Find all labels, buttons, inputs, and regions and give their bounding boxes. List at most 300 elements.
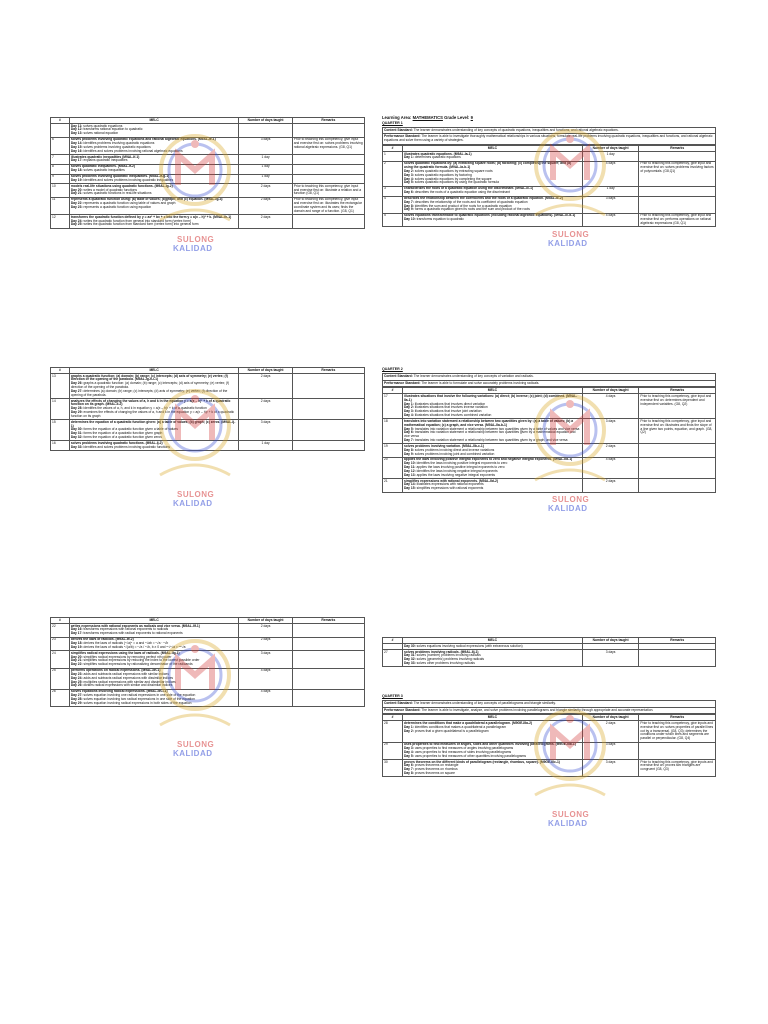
day-label: Day 28: <box>70 406 83 411</box>
day-label: Day 18: <box>70 640 83 645</box>
day-text: solves equations involving radical expressions (with extraneous solution) <box>415 643 523 648</box>
grade-value: 9 <box>470 115 473 120</box>
column-header: MELC <box>402 388 582 394</box>
melc-competency: derives the laws of radicals. (M9AL-IIf-2) <box>70 637 134 642</box>
panel-q2-radicals <box>50 617 365 707</box>
melc-competency: solves quadratic inequalities. (M9AL-If-2) <box>70 164 135 169</box>
day-label: Day 7: <box>403 437 414 442</box>
day-entry <box>71 192 238 196</box>
melc-cell <box>69 623 239 637</box>
content-standard: Content Standard: The learner demonstrates understanding of key concepts of parallelograms and triangle similarity. <box>382 700 716 708</box>
days-taught: 3 days <box>582 742 639 759</box>
melc-cell <box>402 479 582 493</box>
column-header: MELC <box>402 638 582 644</box>
table-row <box>51 137 365 154</box>
row-number: 1 <box>383 151 403 161</box>
day-label: Day 30: <box>70 427 83 432</box>
melc-cell <box>402 161 582 186</box>
remarks-cell: Prior to teaching this competency, give input and exercise first on: illustrates the rectangular coordinate system and its uses; finds the domain and range of a function. (G8, Q1) <box>292 197 364 214</box>
day-text: proves theorems on rectangle <box>413 763 459 768</box>
days-taught: 2 days <box>582 444 639 458</box>
melc-cell <box>402 457 582 478</box>
melc-competency: represents a quadratic function using: (a) table of values; (b)graph; and (c) equation. (M9AL-Ig-3) <box>70 197 223 202</box>
melc-cell <box>69 420 239 441</box>
melc-competency: illustrates situations that involve the following variations: (a) direct; (b) inverse; (c) joint; (d) combined. (M9AL-IIa-1) <box>403 393 578 402</box>
days-taught: 1 day <box>239 174 292 184</box>
watermark-word-kalidad: KALIDAD <box>548 239 588 248</box>
day-entry <box>404 156 581 160</box>
column-header: MELC <box>402 145 582 151</box>
day-entry <box>404 453 581 457</box>
remarks-cell: Prior to teaching this competency, give input and exercise first on: illustrates and finds the slope of a line given two points, equation, and graph. (G8, Q2) <box>639 419 716 444</box>
day-text: solves quadratic equations by using the quadratic formula <box>413 180 499 185</box>
day-label: Day 23: <box>70 205 83 210</box>
day-text: determines quadratic equations <box>413 155 461 160</box>
row-number: 6 <box>51 137 70 154</box>
remarks-cell <box>292 164 364 174</box>
table-row <box>383 419 716 444</box>
melc-table <box>382 637 716 667</box>
day-label: Day 3: <box>403 409 414 414</box>
row-number <box>51 123 70 137</box>
day-entry <box>404 772 581 776</box>
day-entry <box>71 646 238 650</box>
day-text: illustrates expressions with rational exponents <box>415 482 484 487</box>
column-header: Number of days taught <box>582 715 639 721</box>
remarks-cell <box>292 154 364 164</box>
melc-competency: solves quadratic equations by: (a) extracting square roots; (b) factoring; (c) completing the square; and (d) using the quadratic formula. (M9AL-Ia-b-1) <box>403 161 572 170</box>
melc-cell <box>69 651 239 668</box>
row-number: 5 <box>383 213 403 227</box>
day-text: writes the quadratic function from general into standard form (vertex form) <box>82 218 192 223</box>
watermark-word-kalidad: KALIDAD <box>548 819 588 828</box>
day-entry <box>404 755 581 759</box>
melc-cell <box>69 215 239 229</box>
panel-q1-continued <box>50 117 365 229</box>
watermark-word-kalidad: KALIDAD <box>173 499 213 508</box>
day-label: Day 20: <box>70 187 83 192</box>
day-text: solves quadratic equations by completing the square <box>413 176 492 181</box>
watermark-word-sulong: SULONG <box>177 740 215 749</box>
column-header: Remarks <box>292 618 364 624</box>
day-text: transforms expressions with radical exponents to rational exponents <box>82 631 183 636</box>
day-text: uses properties to find measures of angles involving parallelograms <box>413 745 514 750</box>
day-label: Day 10: <box>403 461 416 466</box>
day-text: solves rational equation <box>82 131 119 136</box>
quarter-label: QUARTER 3 <box>382 694 403 698</box>
column-header: MELC <box>69 118 239 124</box>
row-number: 14 <box>51 398 70 419</box>
day-text: adds and subtracts radical expressions with dissimilar indices <box>82 675 174 680</box>
day-text: simplifies radical expressions by removing perfect nth power <box>82 654 172 659</box>
content-standard: Content Standard: The learner demonstrates understanding of key concepts of quadratic equations, inequalities and functions, and rational algebraic equations. <box>382 127 716 135</box>
remarks-cell <box>639 196 716 213</box>
column-header: Number of days taught <box>582 388 639 394</box>
learning-area-label: Learning Area: <box>382 115 412 120</box>
day-text: identifies the sum and product of the roots for a quadratic equation <box>413 203 512 208</box>
day-label: Day 30: <box>403 643 416 648</box>
day-label: Day 23: <box>70 671 83 676</box>
day-text: transforms rational equation to quadratic <box>82 127 143 132</box>
row-number: 19 <box>383 444 403 458</box>
day-text: examines the effects of changing the values of a, h and k in the equation y = a(x – h)² + k of a quadratic function on its graph <box>70 409 235 418</box>
day-label: Day 6: <box>403 763 414 768</box>
watermark-word-sulong: SULONG <box>552 495 590 504</box>
days-taught: 1 day <box>239 154 292 164</box>
day-label: Day 22: <box>70 662 83 667</box>
day-label: Day 9: <box>403 451 414 456</box>
day-label: Day 22: <box>70 201 83 206</box>
day-entry <box>404 730 581 734</box>
remarks-cell: Prior to teaching this competency, give inputs and exercise first on: proves two triangles are congruent (G8, Q3) <box>639 759 716 776</box>
day-text: solves other problems involving radicals <box>415 660 475 665</box>
panel-q2 <box>382 366 716 493</box>
day-text: transforms expressions with rational exponents to radicals <box>82 627 169 632</box>
day-text: divides radical expressions with similar and dissimilar indices <box>82 683 173 688</box>
day-label: Day 4: <box>403 176 414 181</box>
day-entry <box>71 206 238 210</box>
day-label: Day 10: <box>403 217 416 222</box>
performance-standard: Performance Standard: The learner is able to formulate and solve accurately problems involving radicals. <box>382 381 716 388</box>
melc-cell <box>69 123 239 137</box>
days-taught: 4 days <box>582 394 639 419</box>
remarks-cell <box>292 668 364 689</box>
remarks-cell <box>639 742 716 759</box>
melc-cell <box>402 444 582 458</box>
row-number: 20 <box>383 457 403 478</box>
remarks-cell <box>639 457 716 478</box>
day-text: solves quadratic inequalities <box>82 168 125 173</box>
table-row <box>51 174 365 184</box>
melc-table <box>50 367 365 451</box>
row-number: 8 <box>51 164 70 174</box>
column-header: MELC <box>402 715 582 721</box>
remarks-cell <box>292 637 364 651</box>
day-text: simplifies radical expressions by reducing the index to the lowest possible order <box>82 658 200 663</box>
table-row <box>51 154 365 164</box>
day-text: translates into variation statement a relationship between two quantities given by a graph, and vice versa <box>413 437 568 442</box>
day-entry <box>404 191 581 195</box>
column-header: Remarks <box>639 145 716 151</box>
watermark-word-sulong: SULONG <box>177 490 215 499</box>
day-label: Day 4: <box>403 749 414 754</box>
day-text: illustrates situations that involves combined variation <box>413 412 492 417</box>
melc-cell <box>69 174 239 184</box>
row-number: 15 <box>51 420 70 441</box>
remarks-cell: Prior to teaching this competency, give input and exercise first on: performs operations on rational algebraic expressions (G8, Q1) <box>639 213 716 227</box>
table-row <box>383 444 716 458</box>
day-entry <box>71 663 238 667</box>
day-entry <box>71 159 238 163</box>
day-label: Day 13: <box>70 131 83 136</box>
remarks-cell: Prior to teaching this competency, give input and exercise first on: determines dependent and independent variables. (G8, Q2) <box>639 394 716 419</box>
day-label: Day 21: <box>70 658 83 663</box>
row-number: 21 <box>383 479 403 493</box>
table-row <box>51 637 365 651</box>
table-row <box>51 123 365 137</box>
table-row <box>383 196 716 213</box>
days-taught: 4 days <box>239 689 292 706</box>
days-taught: 2 days <box>239 637 292 651</box>
watermark-word-kalidad: KALIDAD <box>173 244 213 253</box>
remarks-cell: Prior to teaching this competency, give inputs and exercise first on: solves properties of parallel lines cut by a transversal. (G8, Q3); determines the conditions under which lines and segments are parallel or perpendicular. (G8, Q4) <box>639 721 716 742</box>
column-header: Number of days taught <box>239 118 292 124</box>
day-label: Day 33: <box>70 444 83 449</box>
melc-cell <box>69 184 239 198</box>
day-text: applies the laws involving positive integral exponents to zero <box>415 465 505 470</box>
day-label: Day 3: <box>403 172 414 177</box>
day-text: illustrates situations that involve joint variation <box>413 409 482 414</box>
day-label: Day 26: <box>70 381 83 386</box>
day-text: identifies the laws involving positive integral exponents to zero <box>415 461 508 466</box>
table-row <box>383 161 716 186</box>
melc-cell <box>402 151 582 161</box>
remarks-cell <box>292 420 364 441</box>
column-header: Remarks <box>639 388 716 394</box>
day-entry <box>71 179 238 183</box>
melc-competency: solves problems involving variation. (M9AL-IIb-c-1) <box>403 443 484 448</box>
melc-competency: solves problems involving radicals. (M9AL-IIj-1) <box>403 649 479 654</box>
melc-competency: analyzes the effects of changing the values of a, h and k in the equation y = a(x – h)² + k of a quadratic function on its graph. (M9AL-Ii-2) <box>70 398 231 407</box>
subject-value: MATHEMATICS <box>412 115 443 120</box>
day-text: explains quadratic inequalities <box>82 158 128 163</box>
day-text: identifies the values of a, h, and k in equation y = a(x – h)² + k of a quadratic function <box>82 406 207 411</box>
days-taught: 3 days <box>582 196 639 213</box>
panel-q2-end <box>382 637 716 667</box>
melc-competency: translates into variation statement a relationship between two quantities given by: (a) a table of values; (b) a mathematical equation; (c) a graph, and vice versa. (M9AL-IIa-b-1) <box>403 418 574 427</box>
day-text: solves equation involving radical expressions in both sides of the equation <box>82 700 192 705</box>
table-row <box>51 623 365 637</box>
row-number: 16 <box>51 441 70 451</box>
melc-cell <box>69 398 239 419</box>
day-text: simplifies radical expressions by rationalizing denominator of the radicands <box>82 662 193 667</box>
days-taught: 3 days <box>239 651 292 668</box>
day-label: Day 8: <box>403 447 414 452</box>
remarks-cell <box>292 651 364 668</box>
day-text: solves quadratic equations by extracting square roots <box>413 168 493 173</box>
remarks-cell <box>292 174 364 184</box>
day-text: solves quadratic equations by factoring <box>413 172 472 177</box>
melc-table <box>382 145 716 227</box>
performance-standard: Performance Standard: The learner is able to investigate, analyze, and solve problems involving parallelograms and triangle similarity through appropriate and accurate representation. <box>382 708 716 715</box>
table-row <box>383 457 716 478</box>
melc-competency: solves problems involving quadratic inequalities. (M9AL-If-g-1) <box>70 174 170 179</box>
melc-competency: illustrates quadratic equations. (M9AL-Ia-1) <box>403 151 472 156</box>
melc-competency: characterizes the roots of a quadratic equation using the discriminant. (M9AL-Ic-1) <box>403 186 534 191</box>
row-number: 29 <box>383 742 403 759</box>
row-number: 10 <box>51 184 70 198</box>
day-text: derives the laws of radicals ⁿ√(a/b) = ⁿ√a / ⁿ√b, b ≠ 0 and ᵐ√ⁿ√a = ᵐⁿ√a <box>82 644 186 649</box>
day-label: Day 6: <box>403 190 414 195</box>
remarks-cell <box>639 444 716 458</box>
remarks-cell <box>292 689 364 706</box>
melc-cell <box>402 649 582 666</box>
performance-standard: Performance Standard: The learner is able to investigate thoroughly mathematical relationships in various situations, formulate real-life problems involving quadratic equations, inequalities and functions, and rational algebraic equations and solve them using a variety of strategies. <box>382 134 716 145</box>
day-text: adds and subtracts radical expressions with similar indices <box>82 671 169 676</box>
day-text: forms the equation of a quadratic function given a table of values <box>82 427 178 432</box>
day-text: solves (geometric) problems involving radicals <box>415 657 485 662</box>
day-label: Day 12: <box>70 127 83 132</box>
day-label: Day 17: <box>70 158 83 163</box>
day-text: proves theorems on rhombus <box>413 767 458 772</box>
remarks-cell <box>639 479 716 493</box>
melc-competency: illustrates quadratic inequalities (M9AL-If-1) <box>70 154 140 159</box>
column-header: # <box>383 145 403 151</box>
remarks-cell <box>292 215 364 229</box>
day-text: proves that a given quadrilateral is a parallelogram <box>413 728 489 733</box>
day-label: Day 32: <box>70 434 83 439</box>
row-number: 18 <box>383 419 403 444</box>
watermark-word-sulong: SULONG <box>552 810 590 819</box>
column-header: # <box>51 118 70 124</box>
remarks-cell <box>292 123 364 137</box>
table-row <box>51 651 365 668</box>
table-row <box>51 164 365 174</box>
melc-competency: models real-life situations using quadratic functions. (M9AL-Ig-2) <box>70 183 173 188</box>
day-text: forms a quadratic equation given its roots and the sum and product of the roots <box>413 207 530 212</box>
days-taught: 2 days <box>239 398 292 419</box>
day-entry <box>71 702 238 706</box>
day-label: Day 33: <box>403 660 416 665</box>
days-taught: 2 days <box>239 373 292 398</box>
melc-cell <box>69 689 239 706</box>
row-number: 28 <box>383 721 403 742</box>
day-entry <box>71 411 238 419</box>
melc-table <box>50 117 365 229</box>
table-row <box>383 742 716 759</box>
days-taught: 3 days <box>239 420 292 441</box>
table-row <box>51 420 365 441</box>
day-text: identifies and solves problems involving rational algebraic equations <box>82 148 183 153</box>
table-row <box>383 394 716 419</box>
day-text: solves equation involving two radical expressions in one side of the equation <box>82 696 195 701</box>
days-taught: 1 day <box>239 164 292 174</box>
table-row <box>51 398 365 419</box>
melc-table <box>50 617 365 707</box>
table-row <box>51 184 365 198</box>
day-label: Day 14: <box>403 482 416 487</box>
melc-cell <box>69 137 239 154</box>
row-number: 23 <box>51 637 70 651</box>
column-header: MELC <box>69 618 239 624</box>
day-text: proves theorems on square <box>413 770 455 775</box>
day-text: simplifies expressions with rational exponents <box>415 486 484 491</box>
day-entry <box>404 487 581 491</box>
days-taught: 3 days <box>239 137 292 154</box>
day-label: Day 16: <box>70 148 83 153</box>
day-label: Day 31: <box>403 653 416 658</box>
melc-cell <box>402 419 582 444</box>
day-entry <box>404 218 581 222</box>
column-header: MELC <box>69 368 239 374</box>
day-entry <box>404 208 581 212</box>
melc-competency: simplifies radical expressions using the laws of radicals. (M9AL-IIg-1) <box>70 650 180 655</box>
day-label: Day 31: <box>70 431 83 436</box>
day-entry <box>71 632 238 636</box>
day-label: Day 9: <box>403 207 414 212</box>
day-label: Day 19: <box>70 177 83 182</box>
column-header: Remarks <box>292 368 364 374</box>
row-number: 3 <box>383 186 403 196</box>
day-text: identifies the laws involving negative integral exponents <box>415 468 498 473</box>
day-entry <box>71 132 238 136</box>
melc-competency: performs operations on radical expressions. (M9AL-IIh-1) <box>70 668 161 673</box>
row-number: 11 <box>51 197 70 214</box>
row-number: 2 <box>383 161 403 186</box>
day-label: Day 5: <box>403 180 414 185</box>
day-label: Day 13: <box>403 472 416 477</box>
day-text: uses properties to find measures of sides involving parallelograms <box>413 749 512 754</box>
day-label: Day 6: <box>403 430 414 435</box>
day-label: Day 27: <box>70 693 83 698</box>
table-row <box>51 197 365 214</box>
day-label: Day 7: <box>403 199 414 204</box>
day-label: Day 27: <box>70 388 83 393</box>
day-entry <box>71 390 238 398</box>
day-label: Day 3: <box>403 745 414 750</box>
days-taught: 3 days <box>582 419 639 444</box>
row-number: 24 <box>51 651 70 668</box>
days-taught: 1 day <box>582 151 639 161</box>
remarks-cell <box>639 186 716 196</box>
melc-cell <box>69 164 239 174</box>
day-entry <box>71 436 238 440</box>
days-taught: 4 days <box>239 668 292 689</box>
day-label: Day 15: <box>403 486 416 491</box>
column-header: Number of days taught <box>239 618 292 624</box>
remarks-cell <box>639 151 716 161</box>
melc-cell <box>402 394 582 419</box>
day-text: describes the relationship of the roots and its coefficient of quadratic equation <box>413 199 528 204</box>
row-number: 25 <box>51 668 70 689</box>
melc-cell <box>69 668 239 689</box>
row-number: 26 <box>51 689 70 706</box>
day-entry <box>71 150 238 154</box>
table-row <box>383 721 716 742</box>
melc-competency: determines the equation of a quadratic function given: (a) a table of values; (b) graph; (c) zeros. (M9AL-Ij-1) <box>70 419 236 428</box>
day-label: Day 5: <box>403 753 414 758</box>
remarks-cell <box>292 373 364 398</box>
row-number: 30 <box>383 759 403 776</box>
day-label: Day 4: <box>403 412 414 417</box>
day-entry <box>404 414 581 418</box>
column-header: Number of days taught <box>582 145 639 151</box>
day-entry <box>404 474 581 478</box>
days-taught: 4 days <box>582 457 639 478</box>
day-label: Day 14: <box>70 140 83 145</box>
day-label: Day 1: <box>403 401 414 406</box>
row-number: 7 <box>51 154 70 164</box>
day-label: Day 25: <box>70 222 83 227</box>
melc-competency: simplifies expressions with rational exponents. (M9AL-IId-2) <box>403 478 498 483</box>
day-label: Day 17: <box>70 631 83 636</box>
day-label: Day 28: <box>70 696 83 701</box>
panel-q1-start <box>382 116 716 227</box>
day-label: Day 25: <box>70 679 83 684</box>
watermark-word-kalidad: KALIDAD <box>548 504 588 513</box>
quarter-label: QUARTER 2 <box>382 367 403 371</box>
day-text: identifies and solves problems involving quadratic inequalities <box>82 177 174 182</box>
day-label: Day 29: <box>70 409 83 414</box>
day-text: solves problems involving direct and inverse variations <box>413 447 495 452</box>
day-text: uses properties to find measures of other quantities involving parallelograms <box>413 753 527 758</box>
column-header: Number of days taught <box>582 638 639 644</box>
day-text: translates into variation statement a relationship between two quantities given by a table of values and vice versa <box>413 426 580 431</box>
remarks-cell: Prior to teaching this competency, give input and exercise first on: solves problems involving rational algebraic expressions. (G8, Q1) <box>292 137 364 154</box>
content-standard: Content Standard: The learner demonstrates understanding of key concepts of variation and radicals. <box>382 373 716 381</box>
day-text: forms the equation of a quadratic function given graph <box>82 431 163 436</box>
learning-area-header <box>382 116 716 120</box>
